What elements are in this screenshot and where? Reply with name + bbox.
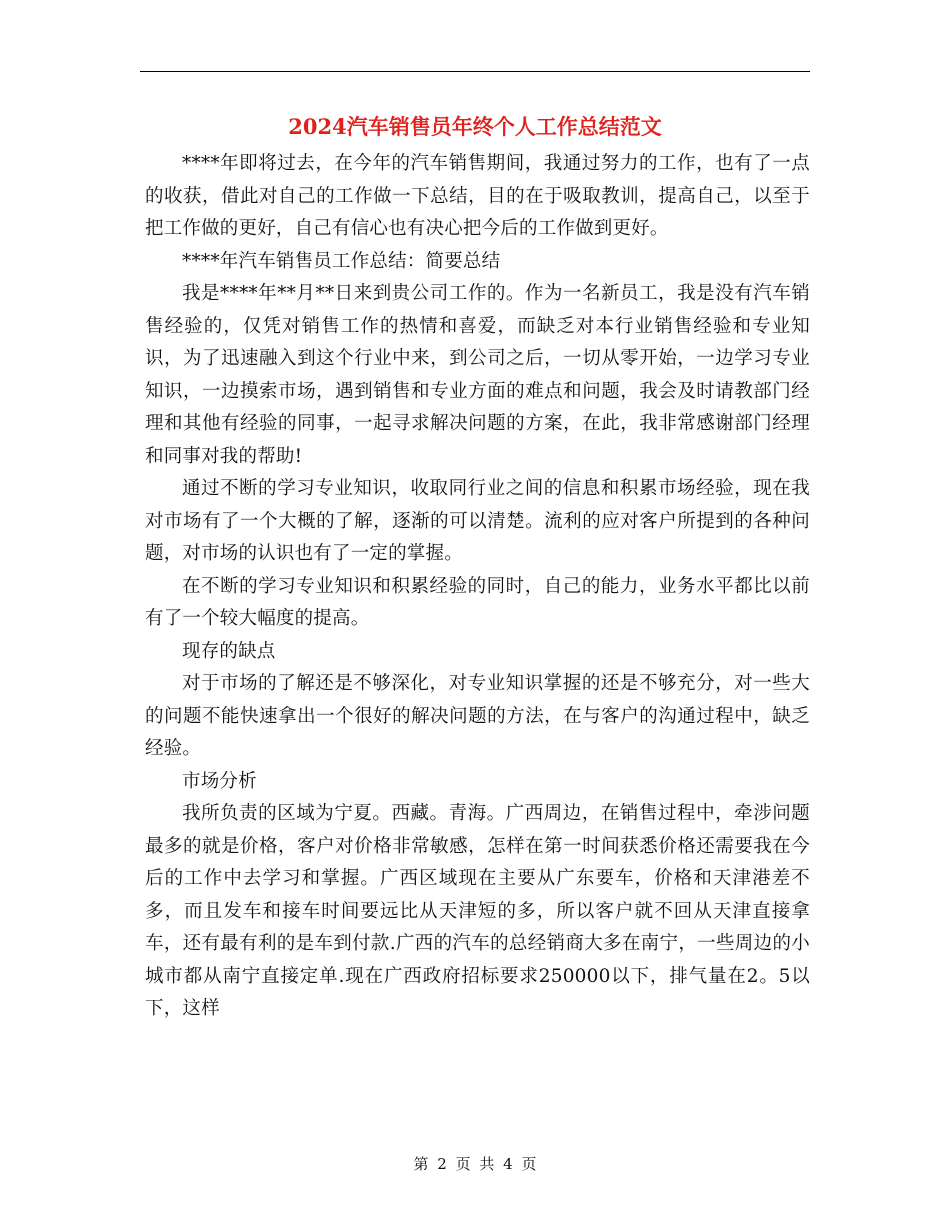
- paragraph: 我所负责的区域为宁夏。西藏。青海。广西周边，在销售过程中，牵涉问题最多的就是价格，客户对价格非常敏感，怎样在第一时间获悉价格还需要我在今后的工作中去学习和掌握。广西区域现在主要从广东要车，价格和天津港差不多，而且发车和接车时间要远比从天津短的多，所以客户就不回从天津直接拿车，还有最有利的是车到付款.广西的汽车的总经销商大多在南宁，一些周边的小城市都从南宁直接定单.现在广西政府招标要求250000以下，排气量在2。5以下，这样: [145, 803, 810, 1019]
- header-rule: [140, 71, 810, 72]
- document-title: 2024汽车销售员年终个人工作总结范文: [288, 114, 662, 139]
- paragraph: 通过不断的学习专业知识，收取同行业之间的信息和积累市场经验，现在我对市场有了一个大概的了解，逐渐的可以清楚。流利的应对客户所提到的各种问题，对市场的认识也有了一定的掌握。: [145, 478, 810, 564]
- section-heading: ****年汽车销售员工作总结：简要总结: [182, 250, 501, 272]
- section-heading: 现存的缺点: [182, 640, 276, 662]
- paragraph: 对于市场的了解还是不够深化，对专业知识掌握的还是不够充分，对一些大的问题不能快速拿出一个很好的解决问题的方法，在与客户的沟通过程中，缺乏经验。: [145, 673, 810, 759]
- paragraph: 我是****年**月**日来到贵公司工作的。作为一名新员工，我是没有汽车销售经验的，仅凭对销售工作的热情和喜爱，而缺乏对本行业销售经验和专业知识，为了迅速融入到这个行业中来，到公司之后，一切从零开始，一边学习专业知识，一边摸索市场，遇到销售和专业方面的难点和问题，我会及时请教部门经理和其他有经验的同事，一起寻求解决问题的方案，在此，我非常感谢部门经理和同事对我的帮助!: [145, 283, 810, 467]
- section-heading: 市场分析: [182, 770, 257, 792]
- page-number: 第 2 页 共 4 页: [413, 1155, 537, 1173]
- paragraph: ****年即将过去，在今年的汽车销售期间，我通过努力的工作，也有了一点的收获，借此对自己的工作做一下总结，目的在于吸取教训，提高自己，以至于把工作做的更好，自己有信心也有决心把今后的工作做到更好。: [145, 153, 810, 239]
- document-body: [145, 148, 810, 1026]
- paragraph: 在不断的学习专业知识和积累经验的同时，自己的能力，业务水平都比以前有了一个较大幅度的提高。: [145, 575, 810, 629]
